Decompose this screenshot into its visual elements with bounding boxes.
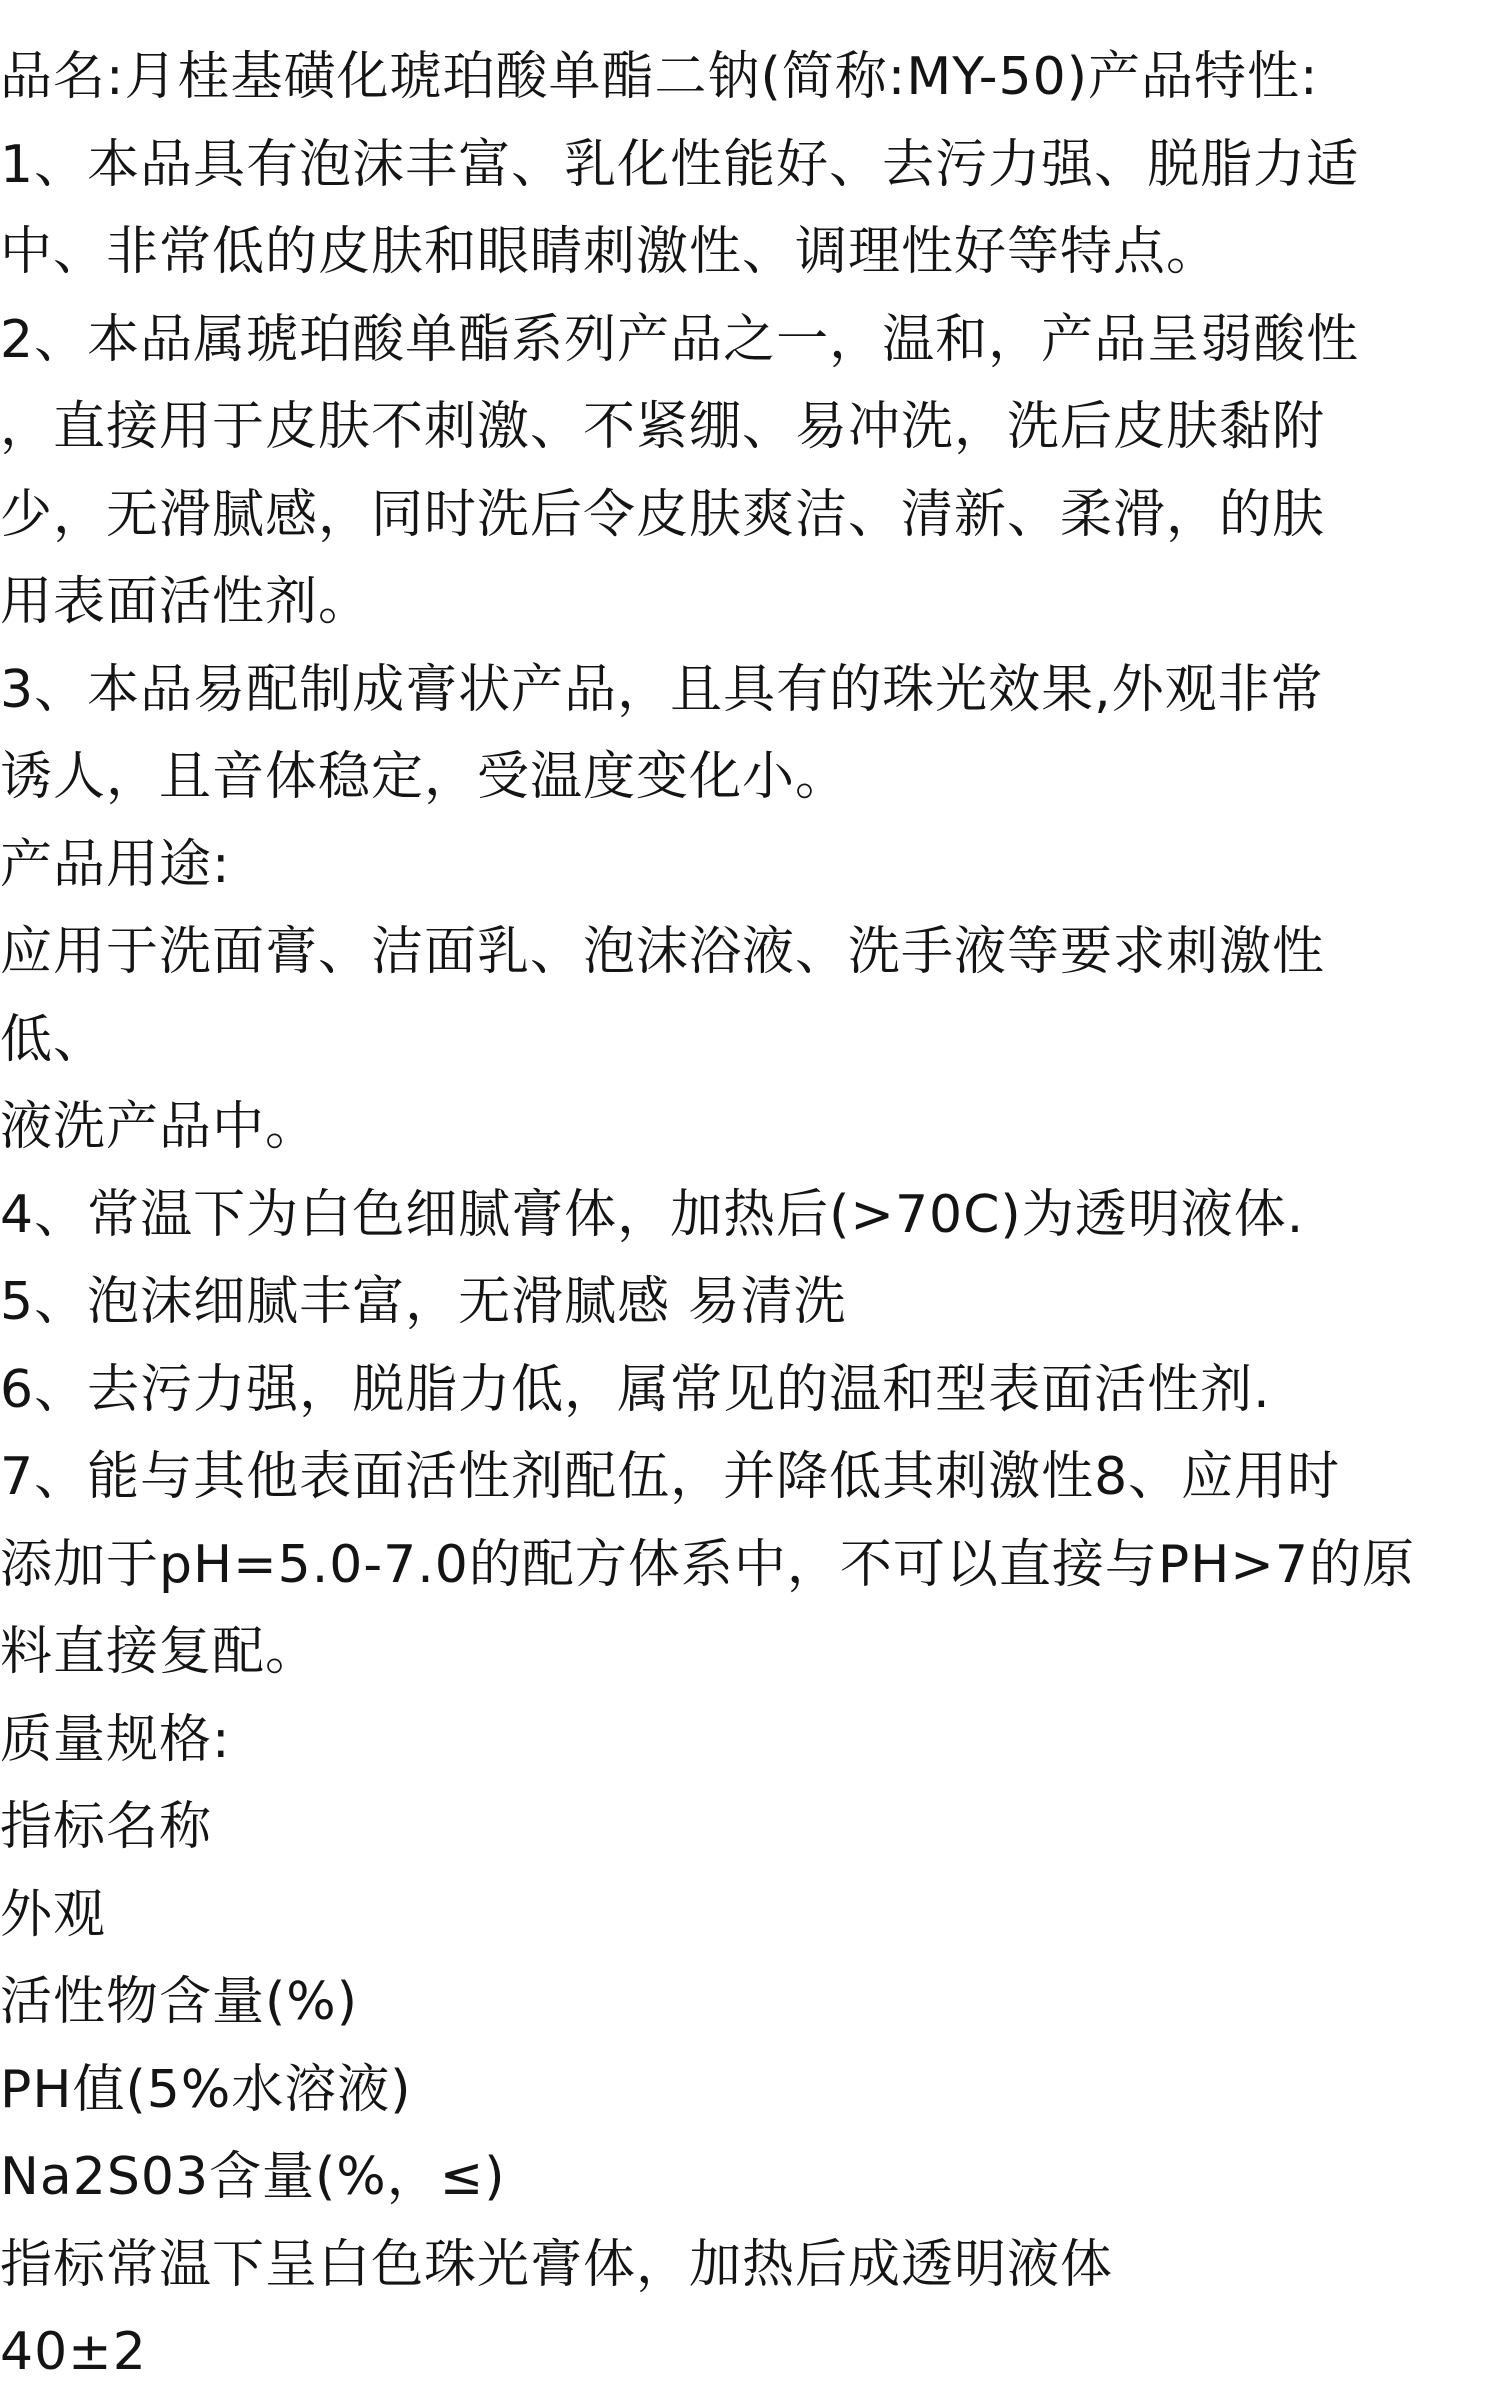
feature-line-7-cont-b: 料直接复配。	[0, 1622, 319, 1682]
feature-line-3-cont: 诱人，且音体稳定，受温度变化小。	[0, 747, 849, 807]
feature-line-5: 5、泡沫细腻丰富，无滑腻感 易清洗	[0, 1272, 847, 1332]
feature-line-4: 4、常温下为白色细腻膏体，加热后(>70C)为透明液体.	[0, 1184, 1305, 1245]
usage-heading: 产品用途:	[0, 834, 231, 895]
feature-line-7: 7、能与其他表面活性剂配伍，并降低其刺激性8、应用时	[0, 1447, 1341, 1507]
spec-item-na2so3: Na2S03含量(%，≤)	[0, 2147, 506, 2207]
feature-line-2-cont-a: ，直接用于皮肤不刺激、不紧绷、易冲洗，洗后皮肤黏附	[0, 397, 1326, 457]
feature-line-2: 2、本品属琥珀酸单酯系列产品之一，温和，产品呈弱酸性	[0, 309, 1360, 370]
spec-item-ph: PH值(5%水溶液)	[0, 2059, 412, 2120]
spec-item-active-content: 活性物含量(%)	[0, 1972, 358, 2032]
spec-item-appearance: 外观	[0, 1884, 107, 1945]
feature-line-6: 6、去污力强，脱脂力低，属常见的温和型表面活性剂.	[0, 1359, 1271, 1420]
spec-heading: 质量规格:	[0, 1709, 231, 1770]
usage-line-3: 液洗产品中。	[0, 1097, 319, 1157]
feature-line-3: 3、本品易配制成膏状产品，且具有的珠光效果,外观非常	[0, 659, 1324, 720]
feature-line-2-cont-c: 用表面活性剂。	[0, 572, 372, 632]
document-body	[0, 34, 1500, 2397]
usage-line-2: 低、	[0, 1009, 107, 1070]
feature-line-1-cont: 中、非常低的皮肤和眼睛刺激性、调理性好等特点。	[0, 222, 1220, 282]
feature-line-7-cont-a: 添加于pH=5.0-7.0的配方体系中，不可以直接与PH>7的原	[0, 1534, 1415, 1595]
product-name-line: 品名:月桂基磺化琥珀酸单酯二钠(简称:MY-50)产品特性:	[0, 47, 1319, 107]
feature-line-2-cont-b: 少，无滑腻感，同时洗后令皮肤爽洁、清新、柔滑，的肤	[0, 484, 1326, 545]
spec-value-active-content: 40±2	[0, 2322, 147, 2382]
spec-value-appearance: 指标常温下呈白色珠光膏体，加热后成透明液体	[0, 2234, 1114, 2295]
usage-line-1: 应用于洗面膏、洁面乳、泡沫浴液、洗手液等要求刺激性	[0, 922, 1326, 982]
spec-item-name: 指标名称	[0, 1797, 213, 1857]
feature-line-1: 1、本品具有泡沫丰富、乳化性能好、去污力强、脱脂力适	[0, 134, 1360, 195]
